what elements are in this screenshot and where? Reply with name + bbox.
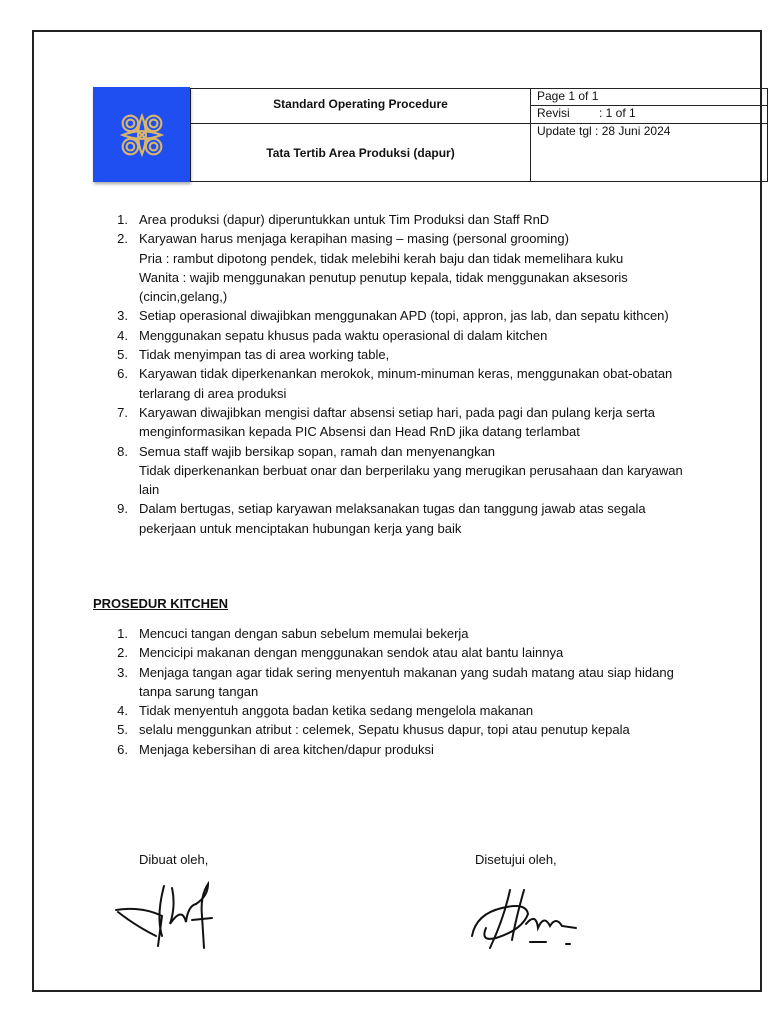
- list-number: 5 .: [112, 720, 128, 739]
- rule-item: [112, 442, 687, 500]
- kitchen-text: Mencicipi makanan dengan menggunakan sendok atau alat bantu lainnya: [139, 645, 564, 661]
- list-number: 5 .: [112, 345, 128, 364]
- list-number: 4 .: [112, 326, 128, 345]
- kitchen-text: Tidak menyentuh anggota badan ketika sedang mengelola makanan: [139, 703, 534, 719]
- rule-text: Area produksi (dapur) diperuntukkan untuk Tim Produksi dan Staff RnD: [139, 212, 550, 227]
- rules-list: [112, 210, 687, 538]
- revision-label: Revisi: [537, 106, 570, 120]
- rule-item: [112, 403, 687, 442]
- rule-item: [112, 306, 687, 325]
- rule-item: [112, 229, 687, 306]
- rule-text: Wanita : wajib menggunakan penutup penutup kepala, tidak menggunakan aksesoris (cincin,gelang,): [139, 269, 628, 305]
- list-number: 4 .: [112, 701, 128, 720]
- rule-item: [112, 499, 687, 538]
- list-number: 6 .: [112, 364, 128, 383]
- kitchen-item: [112, 643, 687, 662]
- kitchen-text: selalu menggunkan atribut : celemek, Sepatu khusus dapur, topi atau penutup kepala: [139, 722, 630, 738]
- rule-item: [112, 326, 687, 345]
- rule-text: Menggunakan sepatu khusus pada waktu operasional di dalam kitchen: [139, 327, 548, 343]
- kitchen-item: [112, 624, 687, 643]
- list-number: 6 .: [112, 740, 128, 759]
- list-number: 3 .: [112, 663, 128, 682]
- page-number: Page 1 of 1: [531, 89, 767, 106]
- kitchen-text: Menjaga kebersihan di area kitchen/dapur produksi: [139, 741, 434, 757]
- list-number: 7 .: [112, 403, 128, 422]
- list-number: 3 .: [112, 306, 128, 325]
- rule-text: Karyawan diwajibkan mengisi daftar absensi setiap hari, pada pagi dan pulang kerja serta menginformasikan kepada PIC Absensi dan Head RnD jika datang terlambat: [139, 404, 655, 440]
- company-logo: [93, 87, 190, 182]
- rule-text: Karyawan tidak diperkenankan merokok, minum-minuman keras, menggunakan obat-obatan terlarang di area produksi: [139, 366, 673, 401]
- rule-item: [112, 210, 687, 229]
- rule-text: Pria : rambut dipotong pendek, tidak melebihi kerah baju dan tidak memelihara kuku: [139, 250, 624, 266]
- rule-text: Semua staff wajib bersikap sopan, ramah dan menyenangkan: [139, 443, 496, 459]
- list-number: 2 .: [112, 229, 128, 248]
- list-number: 9 .: [112, 499, 128, 518]
- kitchen-procedure-list: [112, 624, 687, 759]
- rule-text: Tidak diperkenankan berbuat onar dan berperilaku yang merugikan perusahaan dan karyawan lain: [139, 462, 683, 498]
- approved-by-label: Disetujui oleh,: [475, 852, 557, 867]
- document-title: Tata Tertib Area Produksi (dapur): [191, 124, 531, 182]
- rule-text: Karyawan harus menjaga kerapihan masing – masing (personal grooming): [139, 231, 569, 247]
- header-table: [190, 88, 768, 182]
- kitchen-item: [112, 701, 687, 720]
- rule-text: Dalam bertugas, setiap karyawan melaksanakan tugas dan tanggung jawab atas segala pekerjaan untuk menciptakan hubungan kerja yang baik: [139, 501, 646, 536]
- revision-value: : 1 of 1: [599, 106, 636, 120]
- kitchen-item: [112, 663, 687, 702]
- kitchen-text: Mencuci tangan dengan sabun sebelum memulai bekerja: [139, 626, 469, 641]
- rule-item: [112, 364, 687, 403]
- signature-made-by: [112, 876, 222, 952]
- revision: [531, 106, 767, 122]
- sop-title: Standard Operating Procedure: [191, 89, 531, 124]
- rule-text: Setiap operasional diwajibkan menggunakan APD (topi, appron, jas lab, dan sepatu kithcen): [139, 308, 669, 324]
- update-date: Update tgl : 28 Juni 2024: [531, 124, 768, 182]
- signature-approved-by: [466, 884, 590, 954]
- list-number: 1 .: [112, 624, 128, 643]
- list-number: 2 .: [112, 643, 128, 662]
- knot-emblem-icon: [113, 106, 171, 164]
- section-title-kitchen: PROSEDUR KITCHEN: [93, 596, 229, 611]
- rule-text: Tidak menyimpan tas di area working table,: [139, 347, 390, 363]
- kitchen-text: Menjaga tangan agar tidak sering menyentuh makanan yang sudah matang atau siap hidang tanpa sarung tangan: [139, 664, 674, 699]
- list-number: 8 .: [112, 442, 128, 461]
- rule-item: [112, 345, 687, 364]
- made-by-label: Dibuat oleh,: [139, 852, 209, 867]
- kitchen-item: [112, 720, 687, 739]
- list-number: 1 .: [112, 210, 128, 229]
- kitchen-item: [112, 740, 687, 759]
